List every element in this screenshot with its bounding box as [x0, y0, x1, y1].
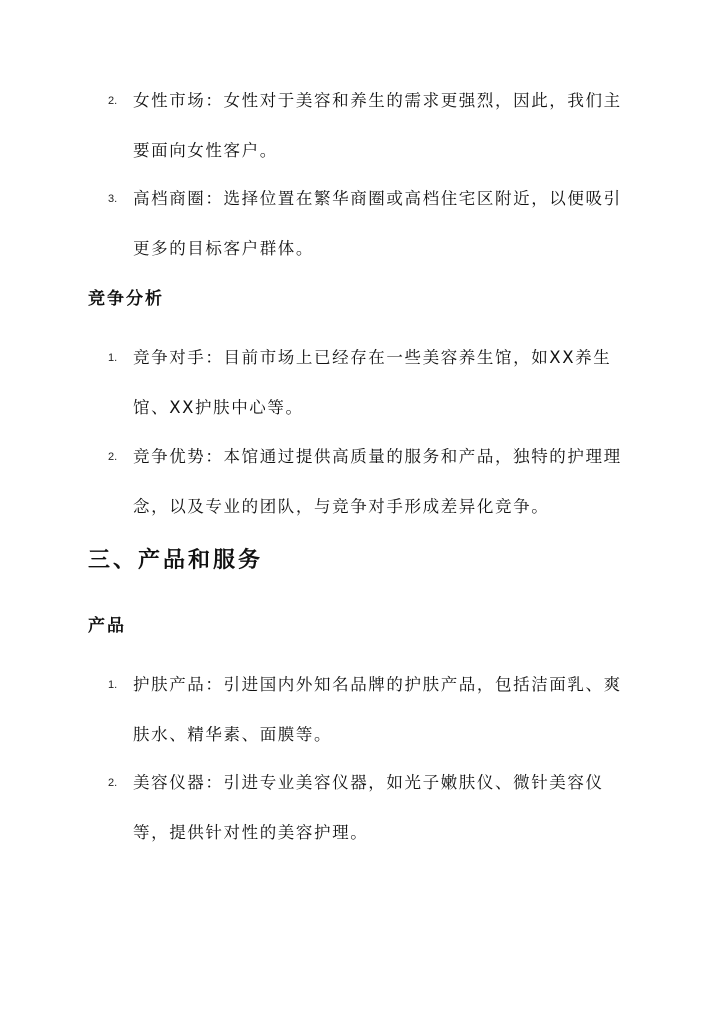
- list-number: 1.: [108, 679, 118, 691]
- list-item-text: 竞争优势：本馆通过提供高质量的服务和产品，独特的护理理念，以及专业的团队，与竞争对手形成差异化竞争。: [133, 447, 622, 516]
- list-number: 3.: [108, 193, 118, 205]
- list-item-premium-district: [108, 174, 625, 274]
- list-item-female-market: [108, 76, 625, 176]
- list-item-text: 女性市场：女性对于美容和养生的需求更强烈，因此，我们主要面向女性客户。: [133, 91, 622, 160]
- list-item-text: 竞争对手：目前市场上已经存在一些美容养生馆，如XX养生馆、XX护肤中心等。: [133, 348, 612, 417]
- list-item-text: 高档商圈：选择位置在繁华商圈或高档住宅区附近，以便吸引更多的目标客户群体。: [133, 189, 622, 258]
- section-heading-products: 产品: [88, 616, 126, 636]
- list-number: 2.: [108, 95, 118, 107]
- list-item-text: 护肤产品：引进国内外知名品牌的护肤产品，包括洁面乳、爽肤水、精华素、面膜等。: [133, 675, 622, 744]
- chapter-heading-products-services: 三、产品和服务: [88, 547, 264, 573]
- list-item-beauty-devices: [108, 758, 625, 858]
- list-number: 2.: [108, 451, 118, 463]
- list-item-competitors: [108, 333, 625, 433]
- section-heading-competition: 竞争分析: [88, 289, 164, 309]
- list-item-text: 美容仪器：引进专业美容仪器，如光子嫩肤仪、微针美容仪等，提供针对性的美容护理。: [133, 773, 604, 842]
- list-number: 1.: [108, 352, 118, 364]
- list-item-advantage: [108, 432, 625, 532]
- list-number: 2.: [108, 777, 118, 789]
- list-item-skincare: [108, 660, 625, 760]
